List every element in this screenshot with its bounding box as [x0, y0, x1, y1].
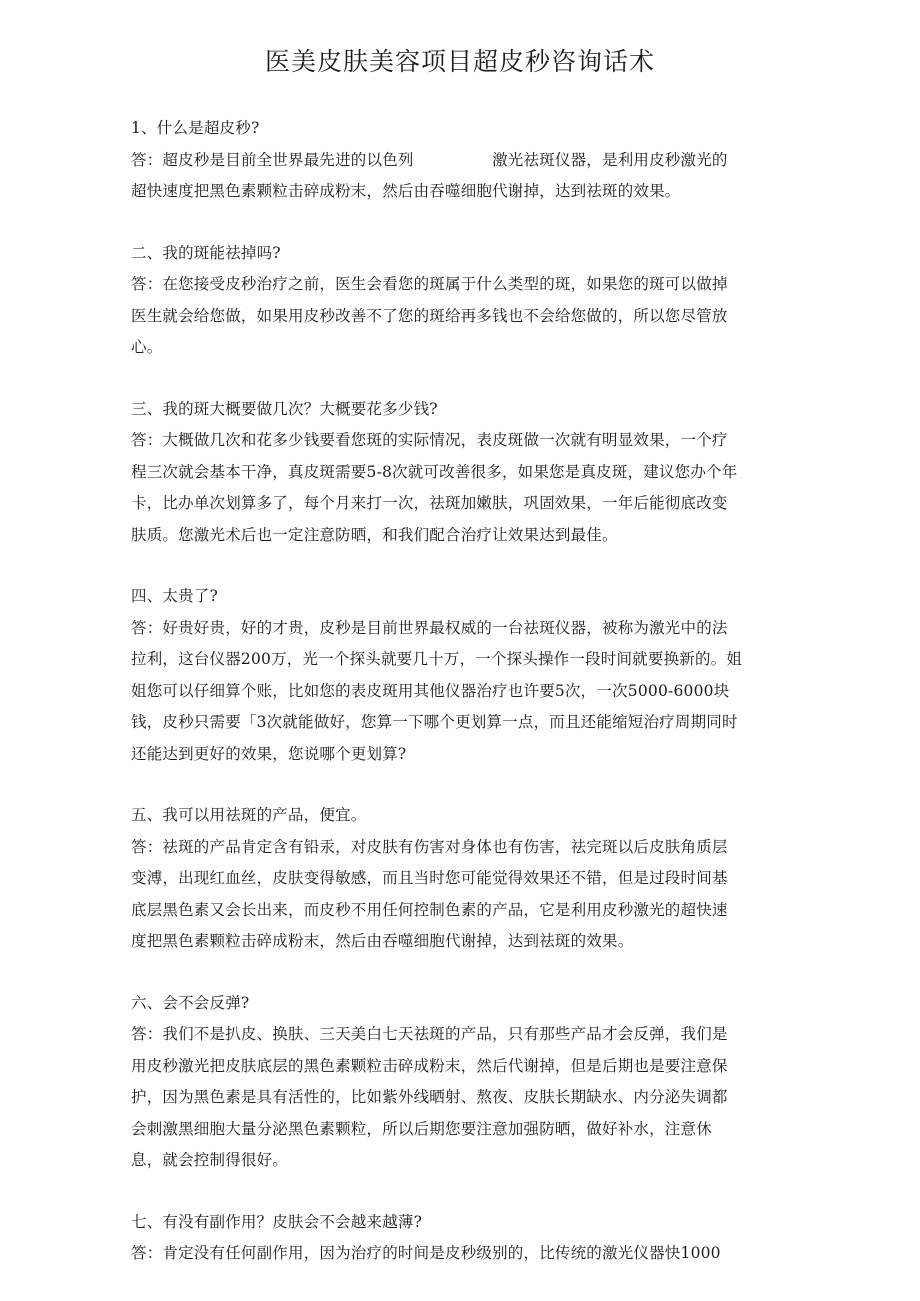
qa-section-6	[131, 988, 791, 1177]
answer-line: 答：大概做几次和花多少钱要看您斑的实际情况，表皮斑做一次就有明显效果，一个疗	[131, 431, 728, 449]
answer-line: 用皮秒激光把皮肤底层的黑色素颗粒击碎成粉末，然后代谢掉，但是后期也是要注意保	[131, 1056, 728, 1075]
answer-line: 卡，比办单次划算多了，每个月来打一次，祛斑加嫩肤，巩固效果，一年后能彻底改变	[131, 494, 728, 512]
answer-line: 护，因为黑色素是具有活性的，比如紫外线晒射、熬夜、皮肤长期缺水、内分泌失调都	[131, 1088, 728, 1106]
answer-line: 钱，皮秒只需要「3次就能做好，您算一下哪个更划算一点，而且还能缩短治疗周期同时	[131, 713, 738, 731]
question-6: 六、会不会反弹?	[131, 993, 250, 1012]
question-7: 七、有没有副作用？皮肤会不会越来越薄?	[131, 1212, 423, 1231]
qa-section-3	[131, 394, 791, 552]
answer-line: 会刺激黑细胞大量分泌黑色素颗粒，所以后期您要注意加强防晒，做好补水，注意休	[131, 1119, 712, 1138]
document-title: 医美皮肤美容项目超皮秒咨询话术	[264, 47, 655, 76]
answer-line: 答：我们不是扒皮、换肤、三天美白七天祛斑的产品，只有那些产品才会反弹，我们是	[131, 1025, 728, 1043]
answer-line: 答：肯定没有任何副作用，因为治疗的时间是皮秒级别的，比传统的激光仪器快1000	[131, 1244, 721, 1262]
qa-section-4	[131, 581, 791, 770]
question-5: 五、我可以用祛斑的产品，便宜。	[131, 806, 367, 824]
answer-line: 息，就会控制得很好。	[131, 1151, 289, 1169]
answer-line: 答：祛斑的产品肯定含有铅汞，对皮肤有伤害对身体也有伤害，祛完斑以后皮肤角质层	[131, 837, 728, 856]
answer-line: 肤质。您激光术后也一定注意防晒，和我们配合治疗让效果达到最佳。	[131, 525, 618, 544]
answer-line: 医生就会给您做，如果用皮秒改善不了您的斑给再多钱也不会给您做的，所以您尽管放	[131, 306, 728, 325]
answer-line: 答：超皮秒是目前全世界最先进的以色列 激光祛斑仪器，是利用皮秒激光的	[131, 150, 728, 169]
answer-line: 程三次就会基本干净，真皮斑需要5-8次就可改善很多，如果您是真皮斑，建议您办个年	[131, 462, 738, 481]
answer-line: 还能达到更好的效果，您说哪个更划算?	[131, 744, 407, 763]
answer-line: 拉利，这台仪器200万，光一个探头就要几十万，一个探头操作一段时间就要换新的。姐	[131, 650, 743, 668]
answer-line: 答：在您接受皮秒治疗之前，医生会看您的斑属于什么类型的斑，如果您的斑可以做掉	[131, 275, 728, 293]
qa-section-2	[131, 238, 791, 364]
question-3: 三、我的斑大概要做几次？大概要花多少钱?	[131, 399, 438, 418]
question-4: 四、太贵了?	[131, 587, 219, 605]
qa-section-1	[131, 113, 791, 208]
question-2: 二、我的斑能祛掉吗?	[131, 243, 281, 262]
answer-line: 变溥，出现红血丝，皮肤变得敏感，而且当时您可能觉得效果还不错，但是过段时间基	[131, 869, 728, 887]
answer-line: 心。	[131, 338, 163, 356]
qa-section-7	[131, 1207, 791, 1270]
qa-section-5	[131, 800, 791, 958]
answer-line: 底层黑色素又会长出来，而皮秒不用任何控制色素的产品，它是利用皮秒激光的超快速	[131, 900, 728, 919]
question-1: 1、什么是超皮秒?	[131, 119, 260, 137]
answer-line: 超快速度把黑色素颗粒击碎成粉末，然后由吞噬细胞代谢掉，达到祛斑的效果。	[131, 182, 681, 200]
answer-line: 姐您可以仔细算个账，比如您的表皮斑用其他仪器治疗也许要5次，一次5000-6000块	[131, 681, 730, 700]
answer-line: 度把黑色素颗粒击碎成粉末，然后由吞噬细胞代谢掉，达到祛斑的效果。	[131, 932, 634, 950]
answer-line: 答：好贵好贵，好的才贵，皮秒是目前世界最权威的一台祛斑仪器，被称为激光中的法	[131, 618, 728, 637]
qa-content	[131, 113, 791, 1300]
